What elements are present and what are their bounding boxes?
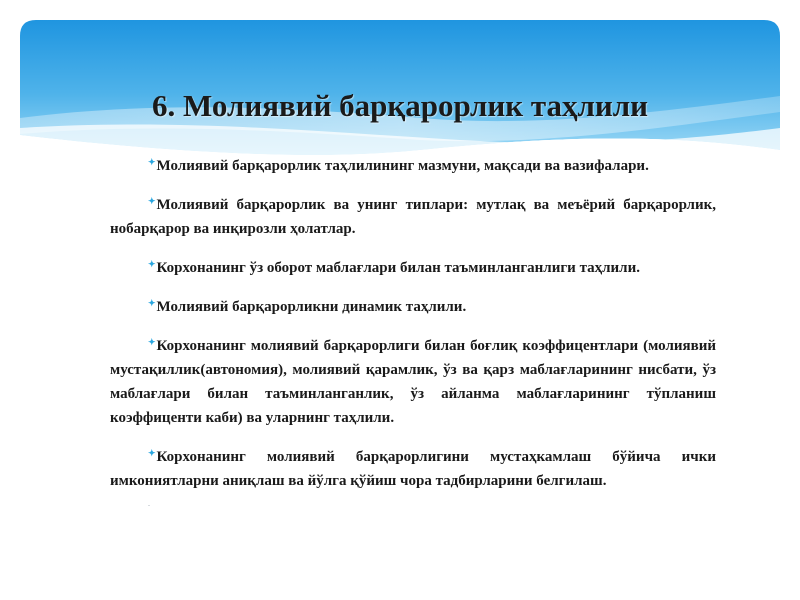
slide-title: 6. Молиявий барқарорлик таҳлили <box>152 88 648 123</box>
star-icon: ✦ <box>148 337 156 347</box>
list-item: ✦Молиявий барқарорлик таҳлилининг мазмуни, мақсади ва вазифалари. <box>110 154 716 178</box>
trailing-mark <box>148 500 151 503</box>
bullet-list <box>110 154 716 508</box>
star-icon: ✦ <box>148 196 156 206</box>
list-item: ✦Корхонанинг ўз оборот маблағлари билан таъминланганлиги таҳлили. <box>110 256 716 280</box>
star-icon: ✦ <box>148 448 156 458</box>
list-item: ✦Молиявий барқарорлик ва унинг типлари: мутлақ ва меъёрий барқарорлик, нобарқарор ва инқирозли ҳолатлар. <box>110 193 716 241</box>
star-icon: ✦ <box>148 157 156 167</box>
star-icon: ✦ <box>148 298 156 308</box>
list-item: ✦Молиявий барқарорликни динамик таҳлили. <box>110 295 716 319</box>
star-icon: ✦ <box>148 259 156 269</box>
list-item: ✦Корхонанинг молиявий барқарорлигини мустаҳкамлаш бўйича ички имкониятларни аниқлаш ва йўлга қўйиш чора тадбирларини белгилаш. <box>110 445 716 493</box>
list-item: ✦Корхонанинг молиявий барқарорлиги билан боғлиқ коэффицентлари (молиявий мустақиллик(автономия), молиявий қарамлик, ўз ва қарз маблағларининг нисбати, ўз маблағлари билан таъминланганлик, ўз айланма маблағларининг тўпланиш коэффиценти каби) ва уларнинг таҳлили. <box>110 334 716 430</box>
